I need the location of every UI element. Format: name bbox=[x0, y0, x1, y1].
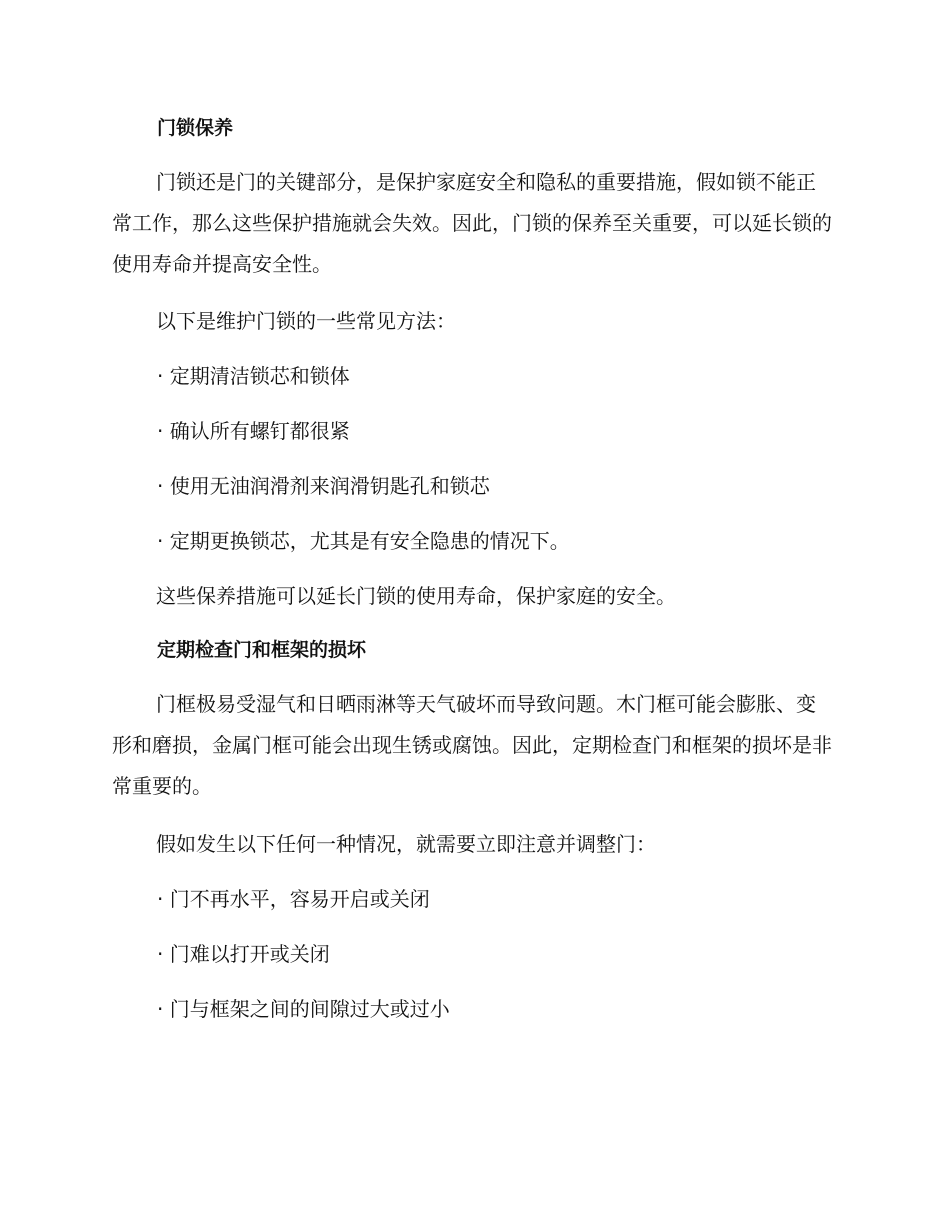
bullet-item-door-not-level: · 门不再水平，容易开启或关闭 bbox=[157, 887, 430, 911]
paragraph-frame-intro: 门框极易受湿气和日晒雨淋等天气破坏而导致问题。木门框可能会膨胀、变形和磨损，金属门框可能会出现生锈或腐蚀。因此，定期检查门和框架的损坏是非常重要的。 bbox=[112, 692, 832, 798]
section-heading-lock-maintenance: 门锁保养 bbox=[157, 117, 234, 139]
paragraph-lock-lead: 以下是维护门锁的一些常见方法： bbox=[156, 309, 456, 333]
paragraph-lock-intro: 门锁还是门的关键部分，是保护家庭安全和隐私的重要措施，假如锁不能正常工作，那么这些保护措施就会失效。因此，门锁的保养至关重要，可以延长锁的使用寿命并提高安全性。 bbox=[112, 170, 832, 276]
bullet-item-replace-cylinder: · 定期更换锁芯，尤其是有安全隐患的情况下。 bbox=[157, 529, 570, 553]
section-heading-frame-inspection: 定期检查门和框架的损坏 bbox=[157, 639, 367, 661]
bullet-item-gap-size: · 门与框架之间的间隙过大或过小 bbox=[157, 997, 450, 1021]
bullet-item-clean-lock: · 定期清洁锁芯和锁体 bbox=[157, 364, 350, 388]
paragraph-frame-lead: 假如发生以下任何一种情况，就需要立即注意并调整门： bbox=[156, 832, 656, 856]
bullet-item-lubricate: · 使用无油润滑剂来润滑钥匙孔和锁芯 bbox=[157, 474, 490, 498]
bullet-item-door-hard-to-open: · 门难以打开或关闭 bbox=[157, 942, 330, 966]
bullet-item-check-screws: · 确认所有螺钉都很紧 bbox=[157, 419, 350, 443]
paragraph-lock-conclusion: 这些保养措施可以延长门锁的使用寿命，保护家庭的安全。 bbox=[156, 584, 676, 608]
